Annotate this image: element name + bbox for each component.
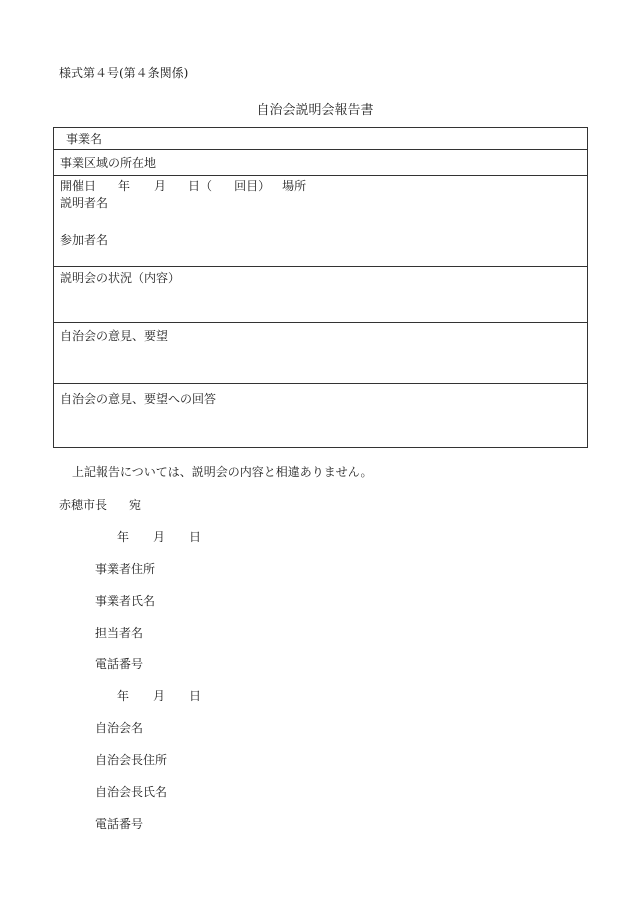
label-venue: 場所 xyxy=(282,179,307,193)
row-meeting-info xyxy=(54,176,587,267)
document-title: 自治会説明会報告書 xyxy=(256,103,374,118)
label-association-opinions: 自治会の意見、要望 xyxy=(60,329,169,343)
business-date-line xyxy=(117,530,201,544)
addressee-suffix: 宛 xyxy=(129,498,142,512)
association-name-label: 自治会名 xyxy=(95,721,144,735)
association-month-label: 月 xyxy=(153,689,166,703)
row-business-name xyxy=(54,128,587,150)
association-year-label: 年 xyxy=(117,689,130,703)
label-meeting-status: 説明会の状況（内容） xyxy=(60,271,181,285)
declaration-text: 上記報告については、説明会の内容と相違ありません。 xyxy=(72,465,373,479)
business-phone-label: 電話番号 xyxy=(95,657,144,671)
row-responses xyxy=(54,384,587,447)
addressee-name: 赤穂市長 xyxy=(59,498,108,512)
report-table xyxy=(53,127,588,448)
association-date-line xyxy=(117,689,201,703)
label-month: 月 xyxy=(154,179,167,193)
row-business-area xyxy=(54,150,587,176)
association-chair-address-label: 自治会長住所 xyxy=(95,753,168,767)
business-year-label: 年 xyxy=(117,530,130,544)
row-meeting-status xyxy=(54,267,587,323)
association-chair-name-label: 自治会長氏名 xyxy=(95,785,168,799)
association-day-label: 日 xyxy=(189,689,202,703)
label-business-area: 事業区域の所在地 xyxy=(60,156,157,170)
addressee xyxy=(59,498,141,512)
label-presenter: 説明者名 xyxy=(60,196,109,210)
business-month-label: 月 xyxy=(153,530,166,544)
business-day-label: 日 xyxy=(189,530,202,544)
label-business-name: 事業名 xyxy=(66,132,103,146)
label-meeting-date: 開催日 xyxy=(60,179,97,193)
label-responses: 自治会の意見、要望への回答 xyxy=(60,392,217,406)
business-name-label: 事業者氏名 xyxy=(95,594,156,608)
business-address-label: 事業者住所 xyxy=(95,562,156,576)
row-association-opinions xyxy=(54,323,587,384)
label-session: 回目） xyxy=(234,179,271,193)
person-in-charge-label: 担当者名 xyxy=(95,626,144,640)
meeting-date-line xyxy=(60,179,306,193)
label-participants: 参加者名 xyxy=(60,233,109,247)
form-number: 様式第４号(第４条関係) xyxy=(59,66,189,80)
association-phone-label: 電話番号 xyxy=(95,817,144,831)
label-day: 日（ xyxy=(188,179,213,193)
label-year: 年 xyxy=(118,179,131,193)
